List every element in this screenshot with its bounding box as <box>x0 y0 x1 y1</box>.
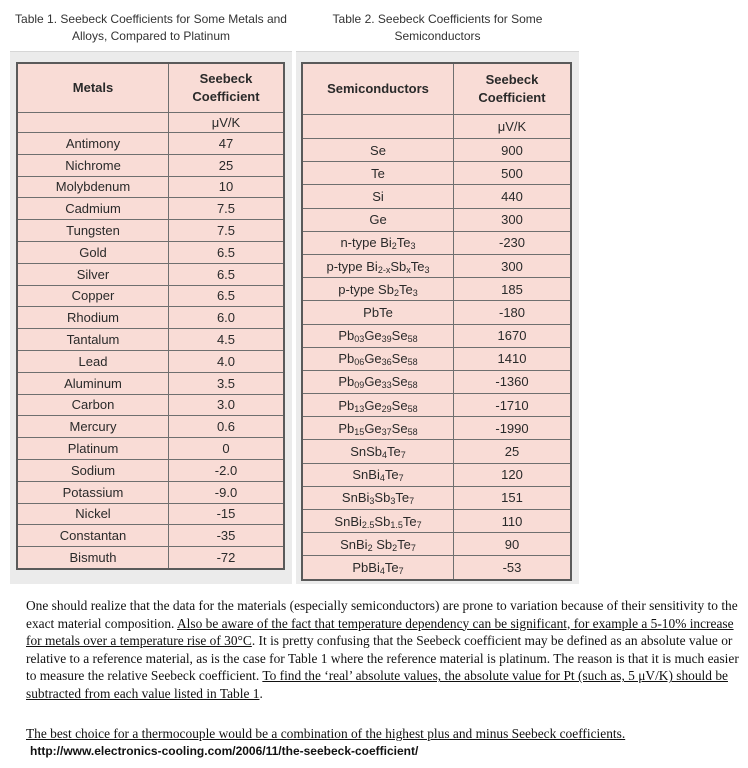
semiconductor-name: Te <box>302 162 454 185</box>
metal-value: 4.0 <box>169 350 285 372</box>
table1-panel <box>10 4 292 584</box>
table-row <box>302 533 571 556</box>
semiconductor-name: $Pb_{09}Ge_{33}Se_{58}$ <box>302 370 454 393</box>
semiconductor-value: 110 <box>454 510 572 533</box>
semiconductors-table-body <box>302 139 571 580</box>
unit-empty-cell <box>302 115 454 139</box>
table-row <box>302 417 571 440</box>
metal-value: 6.5 <box>169 263 285 285</box>
unit-cell: μV/K <box>454 115 572 139</box>
semiconductor-value: 185 <box>454 278 572 301</box>
metal-value: 0 <box>169 438 285 460</box>
semiconductor-value: -1710 <box>454 394 572 417</box>
metal-value: 10 <box>169 176 285 198</box>
table-row <box>17 329 284 351</box>
table-row <box>302 324 571 347</box>
semiconductor-name: $Pb_{13}Ge_{29}Se_{58}$ <box>302 394 454 417</box>
metal-name: Nickel <box>17 503 169 525</box>
table-row <box>302 463 571 486</box>
metal-name: Rhodium <box>17 307 169 329</box>
source-url: http://www.electronics-cooling.com/2006/11/the-seebeck-coefficient/ <box>30 744 419 758</box>
semiconductor-value: -230 <box>454 231 572 254</box>
paragraph-text: . <box>259 685 263 701</box>
metal-value: 25 <box>169 154 285 176</box>
metal-name: Platinum <box>17 438 169 460</box>
table2-panel <box>296 4 579 584</box>
semiconductor-name: $Pb_{15}Ge_{37}Se_{58}$ <box>302 417 454 440</box>
semiconductor-value: 151 <box>454 486 572 509</box>
metal-name: Copper <box>17 285 169 307</box>
metal-name: Mercury <box>17 416 169 438</box>
semiconductor-value: -180 <box>454 301 572 324</box>
paragraph-text: One should realize that the data for the materials (especially semiconductors) are prone to variation because of their sensitivity to the exact material composition. <box>26 598 738 631</box>
table-row <box>302 231 571 254</box>
table-row <box>17 154 284 176</box>
metal-value: -15 <box>169 503 285 525</box>
table-row <box>17 220 284 242</box>
semiconductor-value: 1670 <box>454 324 572 347</box>
underlined-text: To find the ‘real’ absolute values, the absolute value for Pt (such as, 5 μV/K) should be subtracted from each value listed in Table 1 <box>26 668 728 701</box>
seebeck-header: Seebeck Coefficient <box>169 63 285 113</box>
semiconductor-name: Si <box>302 185 454 208</box>
table-row <box>17 503 284 525</box>
table-row <box>17 133 284 155</box>
metal-name: Silver <box>17 263 169 285</box>
table-row <box>302 278 571 301</box>
metal-name: Gold <box>17 241 169 263</box>
table-row <box>17 198 284 220</box>
seebeck-header: Seebeck Coefficient <box>454 63 572 115</box>
table-row <box>302 486 571 509</box>
metal-value: 0.6 <box>169 416 285 438</box>
table-row <box>302 208 571 231</box>
table-row <box>17 350 284 372</box>
metal-name: Cadmium <box>17 198 169 220</box>
table-row <box>302 185 571 208</box>
underlined-text: Also be aware of the fact that temperature dependency can be significant, for example a 5-10% increase for metals over a temperature rise of 30°C <box>26 615 734 649</box>
table-row <box>17 481 284 503</box>
semiconductor-name: p-type $Sb_2Te_3$ <box>302 278 454 301</box>
semiconductor-name: $SnBi_{2.5}Sb_{1.5}Te_7$ <box>302 510 454 533</box>
metal-name: Tungsten <box>17 220 169 242</box>
table-row <box>17 285 284 307</box>
metal-name: Nichrome <box>17 154 169 176</box>
table-row <box>17 263 284 285</box>
table-row <box>17 525 284 547</box>
table-row <box>302 394 571 417</box>
metal-value: 3.0 <box>169 394 285 416</box>
table-row <box>302 370 571 393</box>
semiconductors-table <box>301 62 572 581</box>
unit-cell: μV/K <box>169 113 285 133</box>
metal-name: Lead <box>17 350 169 372</box>
semiconductor-name: $Pb_{03}Ge_{39}Se_{58}$ <box>302 324 454 347</box>
table-row <box>302 139 571 162</box>
metal-name: Antimony <box>17 133 169 155</box>
metal-name: Constantan <box>17 525 169 547</box>
table-row <box>302 301 571 324</box>
semiconductor-value: -1360 <box>454 370 572 393</box>
semiconductor-value: 25 <box>454 440 572 463</box>
semiconductor-name: SnBi$_2$ $Sb_2Te_7$ <box>302 533 454 556</box>
semiconductor-value: 900 <box>454 139 572 162</box>
metals-table-body <box>17 133 284 569</box>
metal-value: 7.5 <box>169 198 285 220</box>
semiconductor-name: Ge <box>302 208 454 231</box>
unit-empty-cell <box>17 113 169 133</box>
table-row <box>17 438 284 460</box>
metals-header: Metals <box>17 63 169 113</box>
metal-value: 3.5 <box>169 372 285 394</box>
metal-name: Bismuth <box>17 547 169 569</box>
table-row <box>302 510 571 533</box>
metals-table <box>16 62 285 570</box>
semiconductor-value: 90 <box>454 533 572 556</box>
paragraph-text: . It is pretty confusing that the Seebeck coefficient may be defined as an absolute value or relative to a reference material, as is the case for Table 1 where the reference material is platinum. The reason is that it is much easier to measure the relative Seebeck coefficient. <box>26 633 739 684</box>
metal-name: Carbon <box>17 394 169 416</box>
metal-value: -35 <box>169 525 285 547</box>
metal-name: Tantalum <box>17 329 169 351</box>
metal-value: 6.5 <box>169 241 285 263</box>
table-row <box>17 416 284 438</box>
metal-name: Potassium <box>17 481 169 503</box>
metal-value: -72 <box>169 547 285 569</box>
table-row <box>302 347 571 370</box>
semiconductor-name: $SnBi_3Sb_3Te_7$ <box>302 486 454 509</box>
table1-caption: Table 1. Seebeck Coefficients for Some Metals and Alloys, Compared to Platinum <box>10 4 292 52</box>
semiconductor-value: 300 <box>454 208 572 231</box>
semiconductor-name: $SnBi_4Te_7$ <box>302 463 454 486</box>
semiconductor-value: 500 <box>454 162 572 185</box>
table-row <box>17 307 284 329</box>
table-row <box>17 459 284 481</box>
explanation-paragraph <box>26 597 748 703</box>
conclusion-text: The best choice for a thermocouple would be a combination of the highest plus and minus Seebeck coefficients. <box>26 726 626 741</box>
semiconductor-name: $PbBi_4Te_7$ <box>302 556 454 580</box>
semiconductor-value: -1990 <box>454 417 572 440</box>
semiconductor-value: 300 <box>454 254 572 277</box>
semiconductor-value: -53 <box>454 556 572 580</box>
semiconductor-name: $Pb_{06}Ge_{36}Se_{58}$ <box>302 347 454 370</box>
table-row <box>17 372 284 394</box>
metal-value: -2.0 <box>169 459 285 481</box>
semiconductor-name: $SnSb_4Te_7$ <box>302 440 454 463</box>
semiconductor-value: 1410 <box>454 347 572 370</box>
metal-value: 6.5 <box>169 285 285 307</box>
metal-name: Sodium <box>17 459 169 481</box>
semiconductor-value: 120 <box>454 463 572 486</box>
semiconductor-name: Se <box>302 139 454 162</box>
table-row <box>302 162 571 185</box>
table-row <box>302 440 571 463</box>
metal-value: 47 <box>169 133 285 155</box>
semiconductor-name: n-type $Bi_2Te_3$ <box>302 231 454 254</box>
semiconductor-name: p-type $Bi_{2-x}Sb_xTe_3$ <box>302 254 454 277</box>
table-row <box>302 254 571 277</box>
semiconductor-name: PbTe <box>302 301 454 324</box>
table2-caption: Table 2. Seebeck Coefficients for Some Semiconductors <box>296 4 579 52</box>
table-row <box>17 176 284 198</box>
table-row <box>17 547 284 569</box>
metal-value: 4.5 <box>169 329 285 351</box>
metal-name: Molybdenum <box>17 176 169 198</box>
metal-value: 7.5 <box>169 220 285 242</box>
metal-value: 6.0 <box>169 307 285 329</box>
table-row <box>17 241 284 263</box>
table-row <box>17 394 284 416</box>
semiconductors-header: Semiconductors <box>302 63 454 115</box>
table-row <box>302 556 571 580</box>
metal-name: Aluminum <box>17 372 169 394</box>
metal-value: -9.0 <box>169 481 285 503</box>
semiconductor-value: 440 <box>454 185 572 208</box>
